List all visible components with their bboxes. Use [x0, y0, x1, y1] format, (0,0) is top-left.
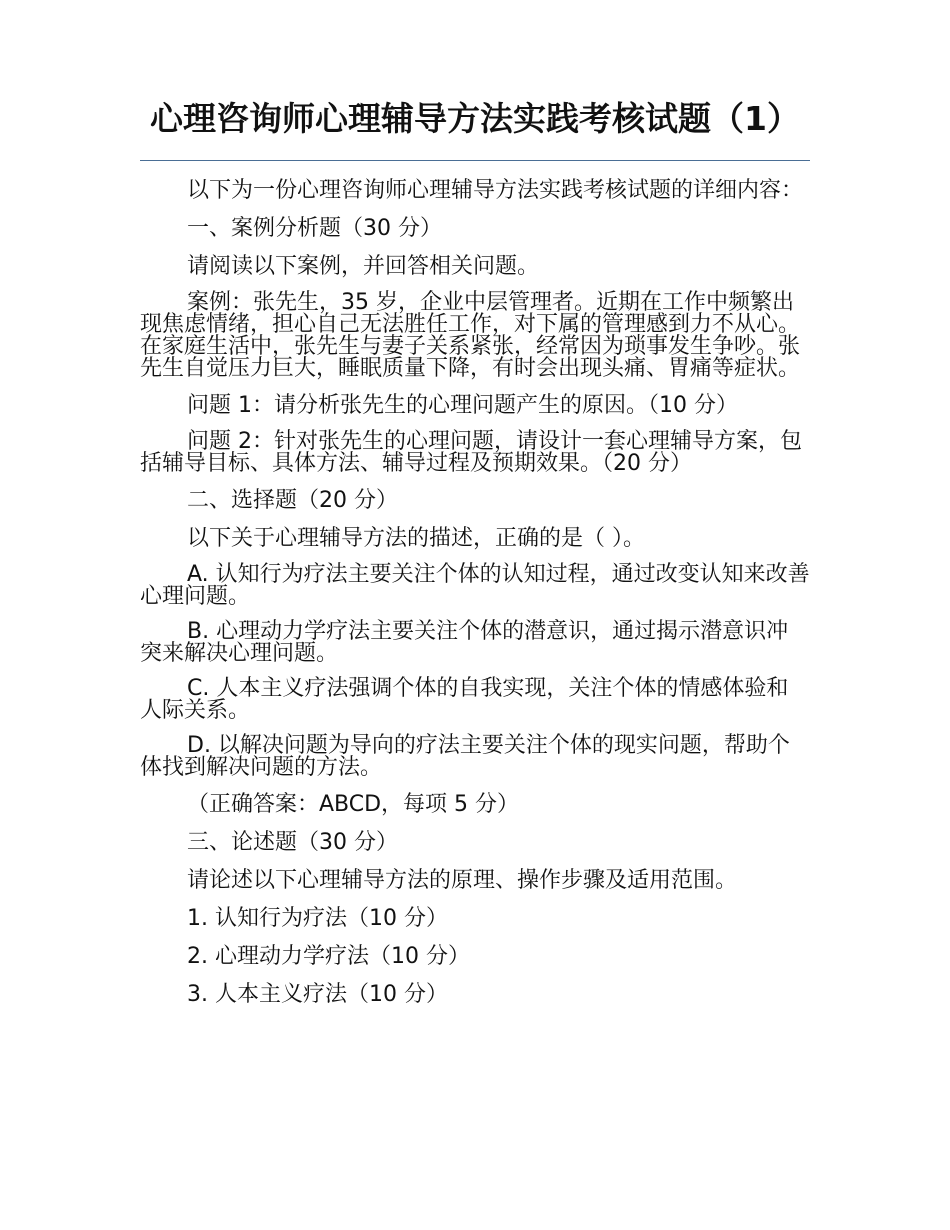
essay-item-1: 1. 认知行为疗法（10 分）: [187, 906, 448, 931]
essay-instruction: 请论述以下心理辅导方法的原理、操作步骤及适用范围。: [187, 868, 738, 893]
section-heading-case-analysis: 一、案例分析题（30 分）: [187, 216, 442, 241]
correct-answer-note: （正确答案：ABCD，每项 5 分）: [187, 792, 520, 817]
essay-item-2: 2. 心理动力学疗法（10 分）: [187, 944, 470, 969]
title-divider: [140, 160, 810, 161]
choice-question: 以下关于心理辅导方法的描述，正确的是（ ）。: [187, 526, 645, 551]
section-heading-essay: 三、论述题（30 分）: [187, 830, 398, 855]
question-2: 问题 2：针对张先生的心理问题，请设计一套心理辅导方案，包括辅导目标、具体方法、辅导过程及预期效果。（20 分）: [140, 429, 802, 476]
case-description: 案例：张先生，35 岁，企业中层管理者。近期在工作中频繁出现焦虑情绪，担心自己无法胜任工作，对下属的管理感到力不从心。在家庭生活中，张先生与妻子关系紧张，经常因为琐事发生争吵。张先生自觉压力巨大，睡眠质量下降，有时会出现头痛、胃痛等症状。: [140, 290, 801, 381]
document-title: 心理咨询师心理辅导方法实践考核试题（1）: [150, 99, 800, 138]
section-heading-multiple-choice: 二、选择题（20 分）: [187, 488, 398, 513]
choice-option-c: C. 人本主义疗法强调个体的自我实现，关注个体的情感体验和人际关系。: [140, 676, 789, 723]
document-body: [140, 178, 810, 1020]
choice-option-a: A. 认知行为疗法主要关注个体的认知过程，通过改变认知来改善心理问题。: [140, 562, 810, 609]
case-instruction: 请阅读以下案例，并回答相关问题。: [187, 254, 540, 279]
intro-paragraph: 以下为一份心理咨询师心理辅导方法实践考核试题的详细内容：: [187, 178, 804, 203]
choice-option-b: B. 心理动力学疗法主要关注个体的潜意识，通过揭示潜意识冲突来解决心理问题。: [140, 619, 789, 666]
essay-item-3: 3. 人本主义疗法（10 分）: [187, 982, 448, 1007]
choice-option-d: D. 以解决问题为导向的疗法主要关注个体的现实问题，帮助个体找到解决问题的方法。: [140, 733, 790, 780]
question-1: 问题 1：请分析张先生的心理问题产生的原因。（10 分）: [187, 393, 738, 418]
